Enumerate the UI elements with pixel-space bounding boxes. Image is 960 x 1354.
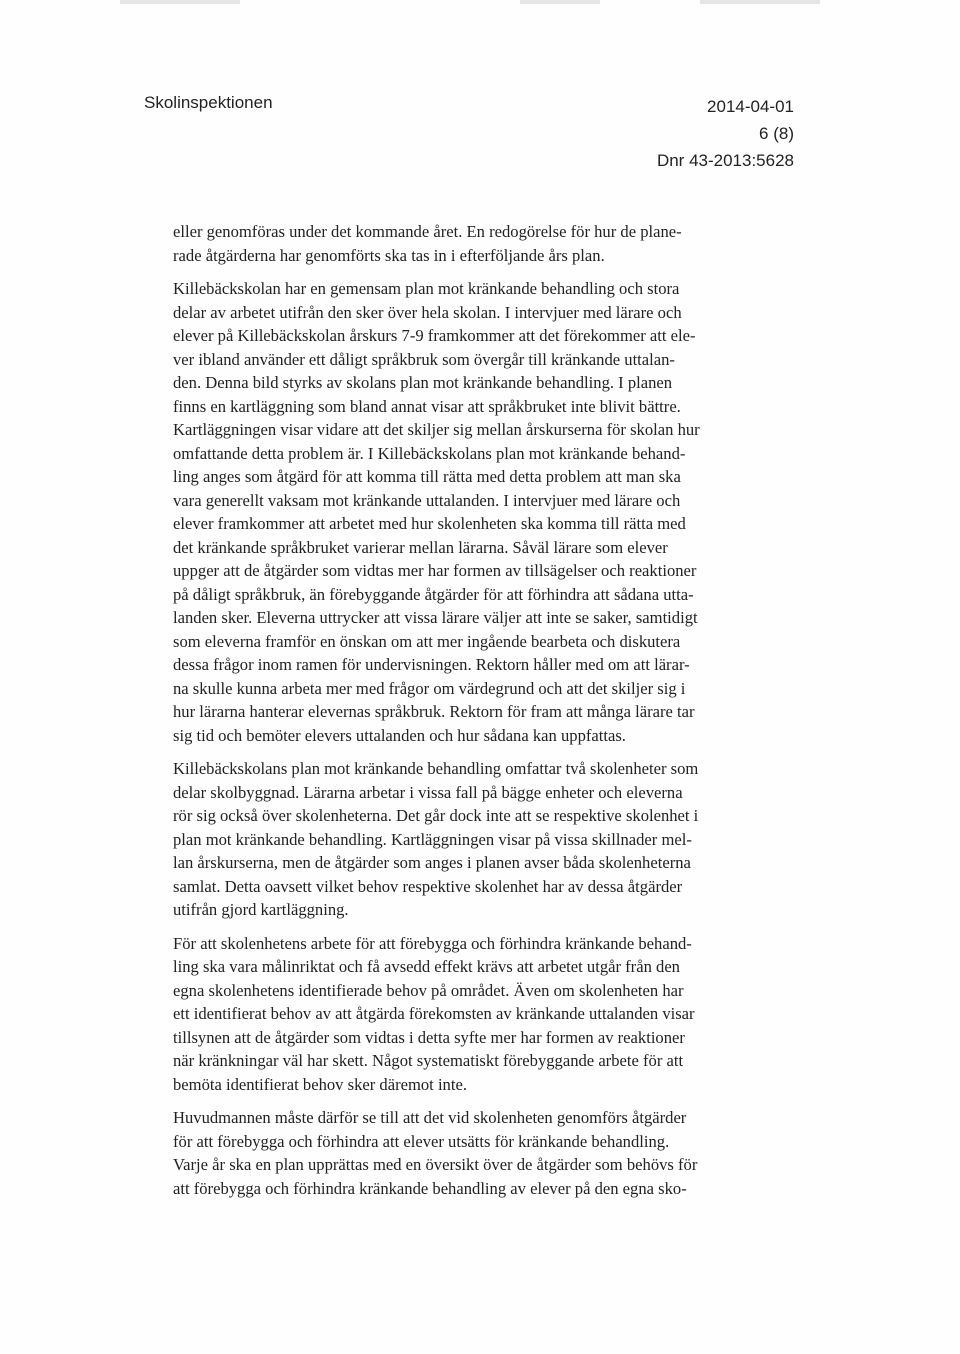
text-line: hur lärarna hanterar elevernas språkbruk. Rektorn för fram att många lärare tar (173, 702, 695, 721)
text-line: sig tid och bemöter elevers uttalanden och hur sådana kan uppfattas. (173, 725, 626, 745)
text-line: rör sig också över skolenheterna. Det går dock inte att se respektive skolenhet i (173, 806, 699, 825)
text-line: delar av arbetet utifrån den sker över hela skolan. I intervjuer med lärare och (173, 302, 682, 322)
text-line: Killebäckskolans plan mot kränkande behandling omfattar två skolenheter som (173, 759, 699, 778)
organization-name: Skolinspektionen (144, 93, 273, 112)
text-line: Killebäckskolan har en gemensam plan mot kränkande behandling och stora (173, 279, 680, 298)
text-line: på dåligt språkbruk, än förebyggande åtgärder för att förhindra att sådana utta- (173, 584, 694, 604)
paragraph (173, 757, 801, 922)
text-line: samlat. Detta oavsett vilket behov respektive skolenhet har av dessa åtgärder (173, 876, 683, 896)
paragraph (173, 1106, 801, 1200)
text-line: rade åtgärderna har genomförts ska tas in i efterföljande års plan. (173, 245, 605, 265)
text-line: ver ibland använder ett dåligt språkbruk som övergår till kränkande uttalan- (173, 349, 675, 369)
scan-artifact (700, 0, 820, 4)
text-line: landen sker. Eleverna uttrycker att vissa lärare väljer att inte se saker, samtidigt (173, 608, 698, 627)
text-line: elever på Killebäckskolan årskurs 7-9 framkommer att det förekommer att ele- (173, 326, 696, 345)
text-line: omfattande detta problem är. I Killebäckskolans plan mot kränkande behand- (173, 443, 686, 463)
text-line: ett identifierat behov av att åtgärda förekomsten av kränkande uttalanden visar (173, 1004, 695, 1023)
text-line: na skulle kunna arbeta mer med frågor om värdegrund och att det skiljer sig i (173, 678, 686, 698)
text-line: elever framkommer att arbetet med hur skolenheten ska komma till rätta med (173, 514, 686, 533)
text-line: bemöta identifierat behov sker däremot inte. (173, 1074, 467, 1094)
scan-artifact (520, 0, 600, 4)
text-line: lan årskurserna, men de åtgärder som anges i planen avser båda skolenheterna (173, 853, 691, 872)
paragraph (173, 220, 801, 267)
text-line: eller genomföras under det kommande året. En redogörelse för hur de plane- (173, 222, 682, 241)
text-line: för att förebygga och förhindra att elever utsätts för kränkande behandling. (173, 1131, 670, 1151)
document-meta (657, 93, 794, 174)
reference-number: Dnr 43-2013:5628 (656, 151, 794, 170)
text-line: att förebygga och förhindra kränkande behandling av elever på den egna sko- (173, 1178, 687, 1198)
text-line: Huvudmannen måste därför se till att det vid skolenheten genomförs åtgärder (173, 1108, 687, 1127)
text-line: ling anges som åtgärd för att komma till rätta med detta problem att man ska (173, 467, 681, 486)
text-line: plan mot kränkande behandling. Kartläggningen visar på vissa skillnader mel- (173, 829, 692, 849)
body-text (173, 220, 801, 1210)
document-date: 2014-04-01 (707, 97, 794, 116)
text-line: den. Denna bild styrks av skolans plan mot kränkande behandling. I planen (173, 373, 673, 392)
text-line: finns en kartläggning som bland annat visar att språkbruket inte blivit bättre. (173, 396, 681, 416)
paragraph (173, 277, 801, 747)
page-number: 6 (8) (759, 124, 794, 143)
text-line: Varje år ska en plan upprättas med en översikt över de åtgärder som behövs för (173, 1155, 698, 1174)
text-line: ling ska vara målinriktat och få avsedd effekt krävs att arbetet utgår från den (173, 957, 680, 976)
scan-artifact (120, 0, 240, 4)
text-line: För att skolenhetens arbete för att förebygga och förhindra kränkande behand- (173, 933, 692, 953)
text-line: när kränkningar väl har skett. Något systematiskt förebyggande arbete för att (173, 1051, 684, 1070)
text-line: delar skolbyggnad. Lärarna arbetar i vissa fall på bägge enheter och eleverna (173, 782, 683, 802)
text-line: vara generellt vaksam mot kränkande uttalanden. I intervjuer med lärare och (173, 490, 681, 510)
text-line: Kartläggningen visar vidare att det skiljer sig mellan årskurserna för skolan hur (173, 420, 700, 439)
text-line: det kränkande språkbruket varierar mellan lärarna. Såväl lärare som elever (173, 537, 668, 557)
text-line: som eleverna framför en önskan om att mer ingående bearbeta och diskutera (173, 631, 681, 651)
paragraph (173, 932, 801, 1097)
text-line: tillsynen att de åtgärder som vidtas i detta syfte mer har formen av reaktioner (173, 1027, 685, 1047)
text-line: utifrån gjord kartläggning. (173, 900, 349, 919)
text-line: dessa frågor inom ramen för undervisningen. Rektorn håller med om att lärar- (173, 655, 690, 674)
text-line: egna skolenhetens identifierade behov på området. Även om skolenheten har (173, 980, 684, 1000)
text-line: uppger att de åtgärder som vidtas mer har formen av tillsägelser och reaktioner (173, 561, 697, 580)
